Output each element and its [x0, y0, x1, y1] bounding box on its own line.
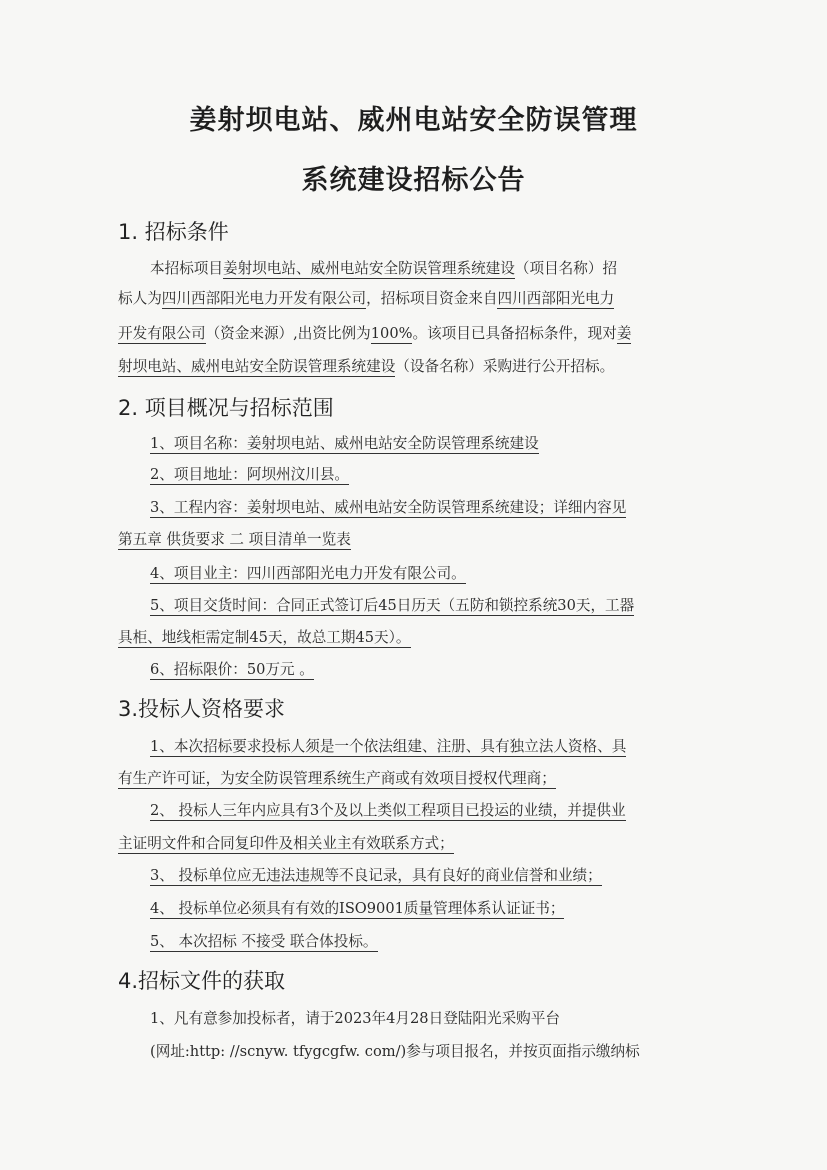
tenderer-name: 四川西部阳光电力开发有限公司 — [161, 290, 367, 307]
text: 4、 投标单位必须具有有效的ISO9001质量管理体系认证证书； — [150, 900, 565, 917]
section1-line1 — [150, 259, 617, 279]
section2-item5 — [150, 596, 634, 616]
text: 6、招标限价：50万元 。 — [150, 661, 314, 678]
text: ，招标项目资金来自 — [366, 290, 498, 307]
section1-heading: 1. 招标条件 — [118, 220, 229, 244]
fund-source-cont: 开发有限公司 — [118, 325, 206, 342]
section4-heading: 4.招标文件的获取 — [118, 969, 286, 993]
text: 1、项目名称：姜射坝电站、威州电站安全防误管理系统建设 — [150, 435, 539, 452]
fund-ratio: 100% — [370, 325, 413, 342]
document-title-line2: 系统建设招标公告 — [301, 165, 526, 196]
text: 4、项目业主：四川西部阳光电力开发有限公司。 — [150, 565, 466, 582]
section2-item3-cont — [118, 530, 351, 550]
text: 有生产许可证，为安全防误管理系统生产商或有效项目授权代理商； — [118, 770, 556, 787]
text: 1、本次招标要求投标人须是一个依法组建、注册、具有独立法人资格、具 — [150, 738, 627, 755]
project-name: 姜射坝电站、威州电站安全防误管理系统建设 — [222, 260, 515, 277]
text: 主证明文件和合同复印件及相关业主有效联系方式； — [118, 835, 454, 852]
text: 本招标项目 — [150, 260, 223, 277]
section2-item1 — [150, 434, 539, 454]
text: 2、 投标人三年内应具有3个及以上类似工程项目已投运的业绩，并提供业 — [150, 802, 626, 819]
section3-req1 — [150, 737, 626, 757]
section1-line2 — [118, 289, 614, 309]
text: 2、项目地址：阿坝州汶川县。 — [150, 466, 350, 483]
text: 3、 投标单位应无违法违规等不良记录，具有良好的商业信誉和业绩； — [150, 867, 602, 884]
text: （资金来源）,出资比例为 — [205, 325, 371, 342]
section2-item2 — [150, 465, 349, 485]
section3-req2-cont — [118, 834, 454, 854]
section3-req1-cont — [118, 769, 556, 789]
section3-req3 — [150, 866, 602, 886]
text: 5、 本次招标 不接受 联合体投标。 — [150, 933, 378, 950]
section3-req2 — [150, 801, 626, 821]
text: （项目名称）招 — [514, 260, 618, 277]
section2-item3 — [150, 498, 626, 518]
text: 。该项目已具备招标条件，现对 — [412, 325, 617, 342]
equipment-name-cont: 射坝电站、威州电站安全防误管理系统建设 — [118, 358, 396, 375]
text: 第五章 供货要求 二 项目清单一览表 — [118, 531, 351, 548]
section2-heading: 2. 项目概况与招标范围 — [118, 396, 334, 420]
section3-req5 — [150, 932, 378, 952]
section4-para1: 1、凡有意参加投标者，请于2023年4月28日登陆阳光采购平台 — [150, 1010, 560, 1027]
section4-para2: (网址:http: //scnyw. tfygcgfw. com/)参与项目报名，并按页面指示缴纳标 — [150, 1043, 640, 1060]
text: 5、项目交货时间：合同正式签订后45日历天（五防和锁控系统30天，工器 — [150, 597, 635, 614]
fund-source: 四川西部阳光电力 — [497, 290, 615, 307]
text: （设备名称）采购进行公开招标。 — [395, 358, 615, 375]
document-title-line1: 姜射坝电站、威州电站安全防误管理 — [189, 105, 638, 136]
text: 具柜、地线柜需定制45天，故总工期45天）。 — [118, 629, 411, 646]
section1-line3 — [118, 324, 631, 344]
text: 标人为 — [118, 290, 162, 307]
section3-heading: 3.投标人资格要求 — [118, 697, 286, 721]
text: 3、工程内容：姜射坝电站、威州电站安全防误管理系统建设；详细内容见 — [150, 499, 627, 516]
section3-req4 — [150, 899, 564, 919]
section2-item5-cont — [118, 628, 411, 648]
section2-item6 — [150, 660, 314, 680]
section1-line4 — [118, 357, 614, 377]
section2-item4 — [150, 564, 466, 584]
equipment-name: 姜 — [616, 325, 632, 342]
